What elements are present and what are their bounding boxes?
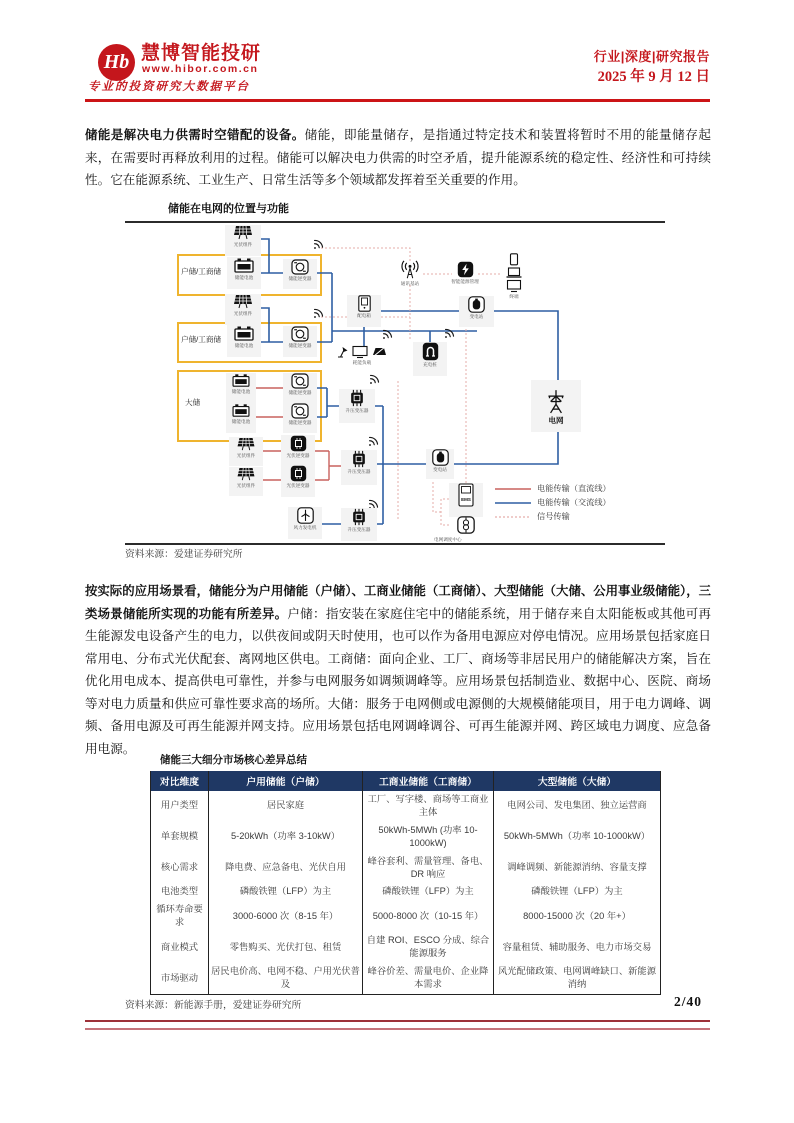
node-label: 储能电池 [234,275,254,281]
header-divider [85,99,710,102]
node-label: 储能电池 [231,419,251,425]
table-cell: 居民电价高、电网不稳、户用光伏普及 [209,963,363,994]
node-label: 储能逆变器 [288,390,312,396]
node-label: 风力发电机 [293,525,317,531]
pv-inverter-icon [290,435,307,452]
logo-name: 慧博智能投研 [141,43,262,64]
table-row [151,822,661,853]
node-pv-module-3 [229,437,263,466]
substation-icon [468,296,485,313]
node-label: 储能电池 [231,389,251,395]
node-pv-module-2 [225,294,261,325]
node-boost-transformer-2 [341,450,377,485]
inverter-icon [291,326,309,342]
node-label: 光伏组件 [233,242,253,248]
inverter-icon [291,373,309,389]
solar-panel-icon [235,437,257,452]
table-cell: 容量租赁、辅助服务、电力市场交易 [494,932,661,963]
table-cell: 居民家庭 [209,791,363,822]
table-cell: 峰谷价差、需量电价、企业降本需求 [363,963,494,994]
node-label: 变电站 [433,467,447,473]
table-cell: 零售购买、光伏打包、租赁 [209,932,363,963]
node-storage-inverter-3 [283,373,317,403]
dispatch-transformer-icon [457,516,475,534]
node-storage-battery-3 [226,373,256,403]
page-number: 2/40 [673,994,702,1009]
table-header-cell: 大型储能（大储） [494,771,661,791]
node-grid [531,380,581,432]
wifi-icon [441,328,454,341]
node-boost-transformer-3 [341,508,377,541]
paragraph-intro [85,124,711,192]
paragraph-intro-body: 储能，即能量储存，是指通过特定技术和装置将暂时不用的能量储存起来，在需要时再释放利用的过程。储能可以解决电力供需的时空矛盾，提升能源系统的稳定性、经济性和可持续性。它在能源系统、工业生产、日常生活等多个领域都发挥着至关重要的作用。 [85,128,712,187]
node-storage-inverter-4 [283,403,317,433]
node-storage-inverter-1 [283,259,317,289]
figure-diagram [125,223,665,543]
legend-dc-label: 电能传输（直流线） [537,484,611,494]
node-base-station [394,260,426,290]
node-label: 光伏组件 [236,453,256,459]
node-storage-battery-2 [227,325,261,357]
household-storage-label-1: 户储/工商储 [181,267,222,277]
table-cell: 调峰调频、新能源消纳、容量支撑 [494,853,661,884]
antenna-icon [395,260,425,280]
ems-icon [458,483,474,507]
paragraph-intro-lead: 储能是解决电力供需时空错配的设备。 [85,128,305,142]
node-label: 光伏逆变器 [286,453,310,459]
node-label: 配电箱 [357,313,371,319]
comparison-table-block [125,754,685,1012]
node-label: 光伏组件 [236,483,256,489]
table-cell: 单套规模 [151,822,209,853]
battery-icon [232,373,250,388]
footer-divider [85,1020,710,1030]
node-wind-turbine [288,507,322,539]
substation-icon [432,449,449,466]
large-storage-label: 大储 [185,398,201,408]
table-cell: 50kWh-5MWh（功率 10-1000kW） [494,822,661,853]
node-label: 充电桩 [423,362,437,368]
node-label: 电网 [548,415,564,425]
household-storage-label-2: 户储/工商储 [181,335,222,345]
table-cell: 磷酸铁锂（LFP）为主 [363,883,494,900]
node-label: 升压变压器 [347,527,371,533]
node-label: 光伏逆变器 [286,483,310,489]
table-row [151,791,661,822]
node-substation-2 [426,449,454,479]
report-date: 2025 年 9 月 12 日 [597,69,710,85]
table-cell: 电池类型 [151,883,209,900]
paragraph-scenarios-body: 户储：指安装在家庭住宅中的储能系统，用于储存来自太阳能板或其他可再生能源发电设备产生的电力，以供夜间或阴天时使用，也可以作为备用电源应对停电情况。应用场景包括家庭日常用电、分布式光伏配套、离网地区供电。工商储：面向企业、工厂、商场等非居民用户的储能解决方案，旨在优化用电成本、提高供电可靠性，并参与电网服务如调频调峰等。应用场景包括制造业、数据中心、医院、商场等对电力质量和供应可靠性要求高的场所。大储：服务于电网侧或电源侧的大规模储能项目，用于电力调峰、调频、备用电源及可再生能源并网支持。应用场景包括电网调峰调谷、可再生能源并网、跨区域电力调度、应急备用电源。 [85,606,712,756]
figure-source: 资料来源：爱建证券研究所 [125,549,243,561]
table-cell: 峰谷套利、需量管理、备电、DR 响应 [363,853,494,884]
node-pv-module-1 [225,225,261,256]
table-header-cell: 对比维度 [151,771,209,791]
figure-title: 储能在电网的位置与功能 [168,203,289,215]
inverter-icon [291,403,309,419]
table-row [151,901,661,932]
node-label: 储能逆变器 [288,343,312,349]
node-energy-management [450,261,480,290]
power-grid-icon [545,388,567,414]
table-cell: 8000-15000 次（20 年+） [494,901,661,932]
table-cell: 自建 ROI、ESCO 分成、综合能源服务 [363,932,494,963]
node-label: 储能电池 [234,343,254,349]
table-cell: 商业模式 [151,932,209,963]
battery-icon [234,325,254,342]
solar-panel-icon [235,467,257,482]
solar-panel-icon [232,225,254,241]
figure-storage-grid [125,202,665,562]
pv-inverter-icon [290,465,307,482]
node-boost-transformer-1 [339,389,375,423]
charging-pile-icon [422,342,439,361]
table-cell: 工厂、写字楼、商场等工商业主体 [363,791,494,822]
table-cell: 降电费、应急备电、光伏自用 [209,853,363,884]
wind-turbine-icon [297,507,314,524]
node-terminal [498,253,530,300]
paragraph-scenarios-lead: 按实际的应用场景看，储能分为户用储能（户储）、工商业储能（工商储）、大型储能（大储、公用事业级储能），三类场景储能所实现的功能有所差异。 [85,584,711,621]
node-label: 耗能负载 [352,360,372,366]
table-row [151,963,661,994]
logo-tagline: 专业的投资研究大数据平台 [88,81,250,93]
solar-panel-icon [232,294,254,310]
comparison-table [150,771,661,995]
hibor-logo-icon: Hb [98,44,135,81]
table-title: 储能三大细分市场核心差异总结 [160,754,307,766]
table-cell: 市场驱动 [151,963,209,994]
table-source: 资料来源：新能源手册，爱建证券研究所 [125,999,302,1011]
table-row [151,883,661,900]
node-label: 终端 [509,294,519,300]
table-row [151,932,661,963]
node-label: 升压变压器 [345,408,369,414]
node-substation-1 [459,296,494,327]
table-header-cell: 户用储能（户储） [209,771,363,791]
node-pv-inverter-2 [281,465,315,497]
wifi-icon [365,436,378,449]
table-cell: 核心需求 [151,853,209,884]
node-label: 光伏组件 [233,311,253,317]
table-cell: 磷酸铁锂（LFP）为主 [209,883,363,900]
node-storage-battery-1 [227,257,261,289]
table-cell: 50kWh-5MWh (功率 10-1000kW) [363,822,494,853]
legend-ac-label: 电能传输（交流线） [537,498,611,508]
node-load [333,344,391,371]
terminal-devices-icon [504,253,524,293]
battery-icon [234,257,254,274]
node-distribution-box [347,295,381,327]
table-cell: 3000-6000 次（8-15 年） [209,901,363,932]
table-cell: 电网公司、发电集团、独立运营商 [494,791,661,822]
node-label: 储能逆变器 [288,276,312,282]
figure-bottom-rule [125,543,665,545]
node-storage-inverter-2 [283,326,317,357]
dispatch-center-label: 电网调度中心 [434,537,462,543]
node-label: 变电站 [469,314,484,320]
node-label: 储能逆变器 [288,420,312,426]
ems-icon-text: EMS [461,497,471,503]
table-header-row [151,771,661,791]
node-charging-pile [413,342,447,376]
node-label: 升压变压器 [347,469,371,475]
table-row [151,853,661,884]
transformer-chip-icon [350,450,368,468]
transformer-chip-icon [348,389,366,407]
wifi-icon [310,308,323,321]
inverter-icon [291,259,309,275]
legend-signal-label: 信号传输 [537,512,570,522]
table-cell: 循环寿命要求 [151,901,209,932]
lightning-icon [457,261,474,278]
table-cell: 风光配储政策、电网调峰缺口、新能源消纳 [494,963,661,994]
table-cell: 5-20kWh（功率 3-10kW） [209,822,363,853]
load-icons [336,344,388,359]
report-type: 行业|深度|研究报告 [593,49,710,64]
node-label: 通讯基站 [400,281,420,287]
table-cell: 磷酸铁锂（LFP）为主 [494,883,661,900]
paragraph-scenarios [85,580,711,760]
wifi-icon [310,239,323,252]
distribution-box-icon [358,295,371,312]
transformer-chip-icon [350,508,368,526]
table-header-cell: 工商业储能（工商储） [363,771,494,791]
node-storage-battery-4 [226,403,256,433]
table-cell: 用户类型 [151,791,209,822]
node-pv-module-4 [229,467,263,496]
node-label: 智能能源管理 [451,279,479,285]
wifi-icon [366,374,379,387]
node-ems [449,483,483,517]
logo-url: www.hibor.com.cn [142,63,259,75]
table-cell: 5000-8000 次（10-15 年） [363,901,494,932]
battery-icon [232,403,250,418]
node-pv-inverter-1 [281,435,315,467]
